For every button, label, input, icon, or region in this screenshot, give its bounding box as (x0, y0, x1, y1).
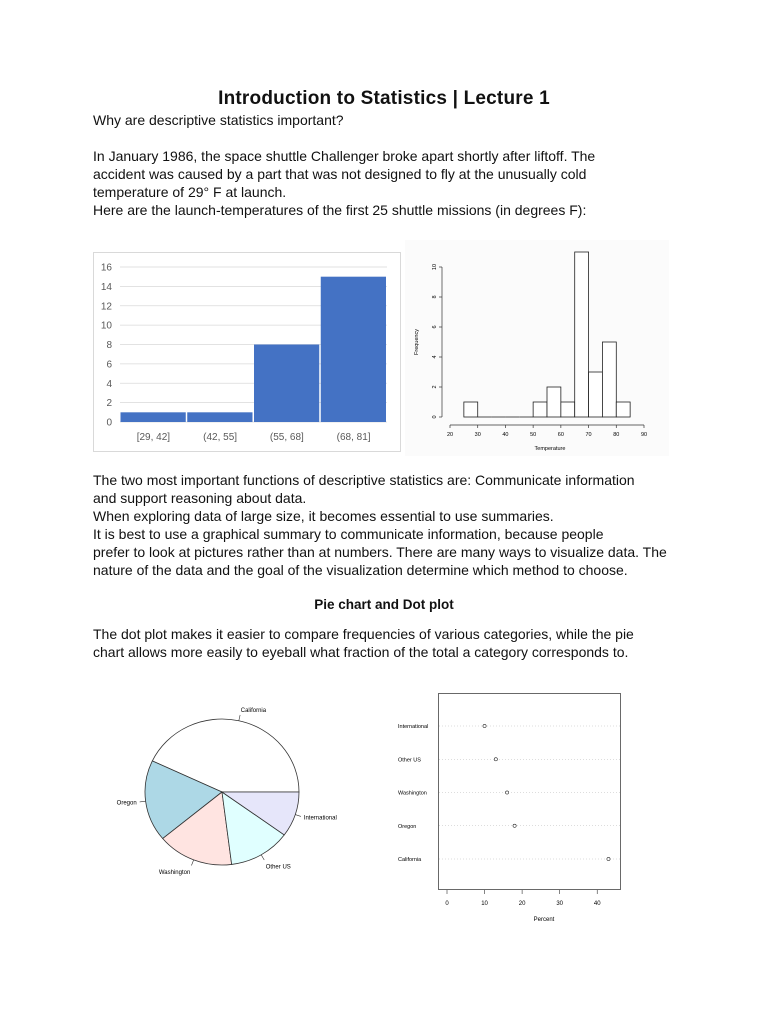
intro-line: Here are the launch-temperatures of the first 25 shuttle missions (in degrees F): (93, 202, 587, 218)
histogram-y-tick-label: 0 (432, 415, 438, 419)
histogram-bar (533, 402, 547, 417)
pie-slice-label: Washington (158, 870, 191, 877)
histogram-x-tick-label: 30 (474, 432, 481, 438)
histogram-bar (561, 402, 575, 417)
histogram-bar (589, 372, 603, 417)
intro-line: accident was caused by a part that was not designed to fly at the unusually cold (93, 166, 587, 182)
bar-chart-bar (121, 412, 186, 422)
pie-slices (145, 719, 299, 865)
pie-dot-line: chart allows more easily to eyeball what fraction of the total a category corresponds to. (93, 644, 629, 660)
dot-plot-rows (398, 724, 620, 863)
pie-slice-label: Oregon (116, 800, 137, 807)
bar-chart-y-tick-label: 8 (106, 340, 112, 351)
dot-plot-category-label: Oregon (398, 823, 417, 830)
intro-line: In January 1986, the space shuttle Challenger broke apart shortly after liftoff. The (93, 148, 596, 164)
bar-chart-y-tick-label: 10 (100, 320, 112, 332)
bar-chart-y-tick-label: 12 (100, 301, 112, 313)
section-heading: Pie chart and Dot plot (314, 597, 454, 612)
intro-line: temperature of 29° F at launch. (93, 184, 287, 200)
dot-plot-frame (439, 694, 621, 890)
dot-plot-x-tick-label: 40 (593, 901, 601, 907)
dot-plot-point (494, 758, 497, 761)
enrollment-pie-chart (100, 700, 360, 885)
histogram-x-tick-label: 80 (613, 432, 620, 438)
pie-dot-paragraph (93, 625, 693, 661)
pie-slice-label: Other US (265, 864, 291, 871)
bar-chart-y-tick-label: 16 (100, 262, 112, 274)
pie-label-leader (239, 715, 240, 721)
pie-label-leader (295, 815, 301, 817)
histogram-y-tick-label: 6 (432, 325, 438, 329)
dot-plot-category-label: Washington (398, 790, 427, 797)
dot-plot-point (483, 724, 486, 727)
bar-chart-y-tick-label: 14 (100, 281, 112, 293)
dot-plot-x-tick-label: 10 (481, 901, 488, 907)
functions-line: nature of the data and the goal of the visualization determine which method to choose. (93, 562, 628, 578)
histogram-x-tick-label: 70 (585, 432, 592, 438)
pie-label-leader (261, 855, 264, 860)
bar-chart-bar (254, 345, 319, 423)
pie-dot-line: The dot plot makes it easier to compare frequencies of various categories, while the pie (93, 626, 634, 642)
functions-line: It is best to use a graphical summary to communicate information, because people (93, 526, 604, 542)
page-title: Introduction to Statistics | Lecture 1 (218, 88, 550, 109)
bar-chart-y-tick-label: 2 (106, 398, 112, 410)
pie-slice-label: California (240, 707, 267, 714)
bar-chart-bar (321, 277, 386, 422)
dot-plot-x-label: Percent (533, 917, 555, 923)
bar-chart-y-tick-label: 6 (106, 359, 112, 371)
histogram-bar (547, 387, 561, 417)
pie-label-leader (140, 801, 146, 802)
temperature-histogram (405, 240, 669, 456)
bar-chart-x-tick-label: [29, 42] (136, 432, 171, 443)
temperature-bar-chart (93, 252, 401, 452)
functions-line: and support reasoning about data. (93, 490, 307, 506)
bar-chart-x-tick-label: (55, 68] (269, 432, 304, 443)
histogram-x-tick-label: 20 (446, 432, 454, 438)
histogram-x-tick-label: 90 (640, 432, 648, 438)
dot-plot-point (505, 791, 508, 794)
histogram-bar (575, 252, 589, 417)
dot-plot-category-label: International (398, 724, 429, 730)
histogram-x-tick-label: 50 (530, 432, 537, 438)
functions-paragraph (93, 471, 693, 579)
pie-slice-label: International (303, 815, 337, 822)
dot-plot-axis (445, 890, 601, 907)
bar-chart-bar (187, 412, 252, 422)
dot-plot-category-label: Other US (398, 757, 421, 764)
dot-plot-point (607, 857, 610, 860)
dot-plot-category-label: California (398, 857, 422, 863)
bar-chart-x-tick-label: (68, 81] (336, 432, 371, 443)
histogram-y-tick-label: 8 (432, 295, 438, 299)
histogram-x-tick-label: 60 (557, 432, 564, 438)
histogram-bar (616, 402, 630, 417)
bar-chart-y-tick-label: 0 (106, 417, 112, 429)
histogram-bar (602, 342, 616, 417)
histogram-x-label: Temperature (534, 446, 566, 452)
dot-plot-point (513, 824, 516, 827)
dot-plot-x-tick-label: 20 (518, 901, 526, 907)
dot-plot-x-tick-label: 0 (445, 901, 449, 907)
histogram-y-tick-label: 4 (432, 355, 438, 359)
dot-plot-x-tick-label: 30 (556, 901, 564, 907)
histogram-y-tick-label: 2 (432, 385, 438, 389)
question-text (93, 111, 693, 129)
histogram-background (405, 240, 669, 456)
histogram-y-label: Frequency (414, 329, 420, 355)
intro-paragraph (93, 147, 693, 219)
enrollment-dot-plot (390, 685, 640, 930)
bar-chart-x-tick-label: (42, 55] (203, 432, 238, 443)
pie-label-leader (191, 860, 193, 866)
functions-line: The two most important functions of descriptive statistics are: Communicate information (93, 472, 635, 488)
histogram-x-tick-label: 40 (502, 432, 509, 438)
histogram-bar (464, 402, 478, 417)
histogram-y-tick-label: 10 (432, 263, 438, 271)
question-line: Why are descriptive statistics important? (93, 112, 344, 128)
bar-chart-y-tick-label: 4 (106, 378, 112, 390)
functions-line: prefer to look at pictures rather than at numbers. There are many ways to visualize data. The (93, 544, 667, 560)
functions-line: When exploring data of large size, it becomes essential to use summaries. (93, 508, 554, 524)
